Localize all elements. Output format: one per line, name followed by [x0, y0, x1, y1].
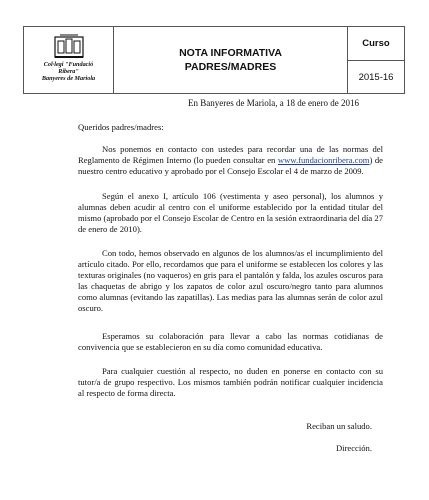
greeting: Queridos padres/madres:	[78, 122, 164, 132]
document-header	[23, 26, 405, 94]
paragraph-3: Con todo, hemos observado en algunos de los alumnos/as el incumplimiento del artículo citado. Por ello, recordamos que para el uniforme se establecen los colores y las texturas originales (no vaqueros) en gris para el pantalón y falda, los azules oscuros para las chaquetas de abrigo y los zapatos de color azul oscuro/negro tanto para alumnos como alumnas (evitando las zapatillas). Las medias para las alumnas serán de color azul oscuro.	[78, 248, 383, 313]
course-label: Curso	[348, 27, 404, 61]
title-line-1: NOTA INFORMATIVA	[179, 47, 282, 59]
paragraph-2: Según el anexo I, artículo 106 (vestimenta y aseo personal), los alumnos y alumnas deben acudir al centro con el uniforme establecido por la entidad titular del mismo (aprobado por el Consejo Escolar de Centro en la sesión extraordinaria del día 27 de enero de 2010).	[78, 191, 383, 234]
school-logo	[24, 27, 114, 93]
website-link[interactable]: www.fundacionribera.com	[277, 155, 370, 165]
date-line: En Banyeres de Mariola, a 18 de enero de 2016	[188, 98, 359, 108]
paragraph-4: Esperamos su colaboración para llevar a cabo las normas cotidianas de convivencia que se establecieron en su día como comunidad educativa.	[78, 331, 383, 352]
title-line-2: PADRES/MADRES	[184, 61, 277, 73]
logo-text-line: Col·legi "Fundació	[43, 61, 94, 68]
school-building-icon	[52, 33, 86, 61]
document-title	[114, 27, 348, 93]
closing-line: Reciban un saludo.	[306, 421, 372, 431]
logo-text-line: Ribera"	[58, 68, 79, 75]
paragraph-1	[78, 144, 383, 177]
logo-text-line: Banyeres de Mariola	[41, 75, 96, 82]
signature: Dirección.	[335, 443, 372, 453]
course-box	[348, 27, 404, 93]
paragraph-1-text-end: ) de nuestro centro educativo y aprobado por el Consejo Escolar el 4 de marzo de 2009.	[78, 155, 383, 176]
paragraph-1-text: Nos ponemos en contacto con ustedes para recordar una de las normas del Reglamento de Régimen Interno (lo pueden consultar en	[78, 144, 383, 165]
paragraph-5: Para cualquier cuestión al respecto, no duden en ponerse en contacto con su tutor/a de grupo respectivo. Los mismos también podrán notificar cualquier incidencia al respecto de forma directa.	[78, 366, 383, 398]
course-year: 2015-16	[358, 71, 394, 83]
